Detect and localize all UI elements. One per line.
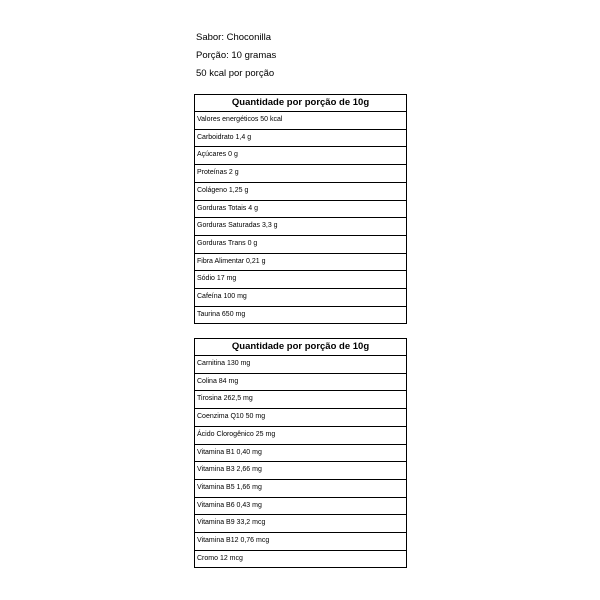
nutrient-cell: Coenzima Q10 50 mg (195, 409, 407, 427)
table-row (195, 235, 407, 253)
nutrient-cell: Sódio 17 mg (195, 271, 407, 289)
nutrient-cell: Fibra Alimentar 0,21 g (195, 253, 407, 271)
table-row (195, 533, 407, 551)
table-header-row (195, 339, 407, 356)
nutrition-table-1 (194, 94, 407, 324)
nutrient-cell: Vitamina B12 0,76 mcg (195, 533, 407, 551)
table-row (195, 289, 407, 307)
table-row (195, 165, 407, 183)
nutrient-cell: Gorduras Totais 4 g (195, 200, 407, 218)
table-row (195, 271, 407, 289)
table-row (195, 129, 407, 147)
table-row (195, 426, 407, 444)
table-title: Quantidade por porção de 10g (195, 95, 407, 112)
table-title: Quantidade por porção de 10g (195, 339, 407, 356)
nutrient-cell: Gorduras Saturadas 3,3 g (195, 218, 407, 236)
nutrient-cell: Colina 84 mg (195, 373, 407, 391)
nutrient-cell: Tirosina 262,5 mg (195, 391, 407, 409)
nutrient-cell: Taurina 650 mg (195, 306, 407, 324)
table-row (195, 479, 407, 497)
nutrition-table-2 (194, 338, 407, 568)
nutrient-cell: Carnitina 130 mg (195, 356, 407, 374)
table-row (195, 218, 407, 236)
nutrient-cell: Vitamina B6 0,43 mg (195, 497, 407, 515)
table-row (195, 200, 407, 218)
flavor-line: Sabor: Choconilla (196, 32, 271, 43)
table-header-row (195, 95, 407, 112)
nutrient-cell: Vitamina B9 33,2 mcg (195, 515, 407, 533)
table-row (195, 112, 407, 130)
table-row (195, 550, 407, 568)
nutrient-cell: Ácido Clorogênico 25 mg (195, 426, 407, 444)
table-row (195, 356, 407, 374)
nutrient-cell: Cromo 12 mcg (195, 550, 407, 568)
table-row (195, 409, 407, 427)
table-row (195, 306, 407, 324)
nutrient-cell: Vitamina B1 0,40 mg (195, 444, 407, 462)
table-row (195, 462, 407, 480)
nutrient-cell: Proteínas 2 g (195, 165, 407, 183)
table-row (195, 373, 407, 391)
nutrient-cell: Vitamina B3 2,66 mg (195, 462, 407, 480)
table-row (195, 253, 407, 271)
table-row (195, 182, 407, 200)
table-row (195, 147, 407, 165)
table-row (195, 391, 407, 409)
nutrient-cell: Carboidrato 1,4 g (195, 129, 407, 147)
nutrient-cell: Gorduras Trans 0 g (195, 235, 407, 253)
nutrient-cell: Açúcares 0 g (195, 147, 407, 165)
calories-line: 50 kcal por porção (196, 68, 275, 79)
nutrient-cell: Vitamina B5 1,66 mg (195, 479, 407, 497)
table-row (195, 444, 407, 462)
nutrient-cell: Cafeína 100 mg (195, 289, 407, 307)
nutrient-cell: Colágeno 1,25 g (195, 182, 407, 200)
table-row (195, 497, 407, 515)
serving-size-line: Porção: 10 gramas (196, 50, 277, 61)
nutrient-cell: Valores energéticos 50 kcal (195, 112, 407, 130)
table-row (195, 515, 407, 533)
